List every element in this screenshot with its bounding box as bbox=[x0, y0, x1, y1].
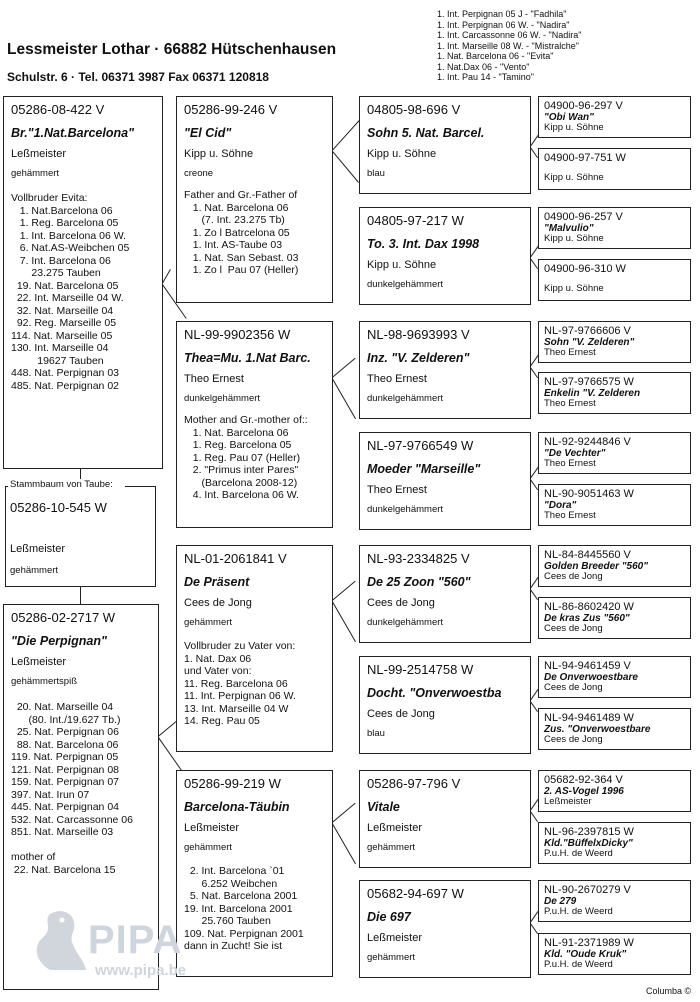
achievement-line: 1. Int. Perpignan 05 J - "Fadhila" bbox=[437, 9, 567, 19]
owner: Leßmeister bbox=[10, 543, 66, 555]
ring-number: NL-97-9766575 W bbox=[544, 376, 634, 388]
gen4-box bbox=[538, 207, 691, 249]
owner: Cees de Jong bbox=[184, 597, 252, 609]
owner: Leßmeister bbox=[544, 796, 592, 807]
ring-number: NL-90-2670279 V bbox=[544, 884, 631, 896]
gen3-box bbox=[359, 321, 531, 419]
owner: P.u.H. de Weerd bbox=[544, 848, 613, 859]
pigeon-name: Kld. "Oude Kruk" bbox=[544, 949, 627, 960]
pigeon-logo-icon bbox=[30, 908, 88, 972]
color: gehämmert bbox=[184, 617, 233, 628]
owner: Leßmeister bbox=[367, 932, 423, 944]
top-achievements bbox=[437, 9, 581, 83]
ring-number: NL-93-2334825 V bbox=[367, 551, 470, 566]
owner: Kipp u. Söhne bbox=[544, 172, 604, 183]
granddam-paternal-box bbox=[176, 321, 333, 528]
connector-line bbox=[332, 358, 356, 378]
owner: Leßmeister bbox=[367, 822, 423, 834]
pigeon-name: To. 3. Int. Dax 1998 bbox=[367, 237, 480, 251]
gen3-box bbox=[359, 545, 531, 643]
pigeon-name: De Onverwoestbare bbox=[544, 672, 638, 683]
connector-line bbox=[5, 486, 6, 586]
owner: Kipp u. Söhne bbox=[367, 148, 437, 160]
pipa-url-watermark: www.pipa.be bbox=[95, 962, 187, 979]
connector-line bbox=[332, 581, 356, 601]
color: blau bbox=[367, 728, 385, 739]
ring-number: NL-97-9766606 V bbox=[544, 325, 631, 337]
connector-line bbox=[332, 119, 361, 151]
pigeon-name: Barcelona-Täubin bbox=[184, 800, 290, 814]
achievements: Vollbruder Evita: 1. Nat.Barcelona 06 1. Reg. Barcelona 05 1. Int. Barcelona 06 W. 6. Nat.AS-Weibchen 05 7. Int. Barcelona 06 23.275 Tauben 19. Nat. Barcelona 05 22. Int. Marseille 04 W. 32. Nat. Marseille 04 92. Reg. Marseille 05 114. Nat. Marseille 05 130. Int. Marseille 04 19627 Tauben 448. Nat. Perpignan 03 485. Nat. Perpignan 02 bbox=[11, 192, 130, 392]
pigeon-name: Thea=Mu. 1.Nat Barc. bbox=[184, 351, 311, 365]
connector-line bbox=[80, 586, 81, 604]
ring-number: NL-90-9051463 W bbox=[544, 488, 634, 500]
ring-number: NL-96-2397815 W bbox=[544, 826, 634, 838]
ring-number: NL-94-9461489 W bbox=[544, 712, 634, 724]
color: creone bbox=[184, 168, 214, 179]
grandsire-maternal-box bbox=[176, 545, 333, 752]
breeder-name-line: Lessmeister Lothar · 66882 Hütschenhausen bbox=[7, 41, 337, 58]
gen4-box bbox=[538, 597, 691, 639]
owner: Theo Ernest bbox=[544, 458, 596, 469]
pigeon-name: "El Cid" bbox=[184, 126, 232, 140]
gen3-box bbox=[359, 207, 531, 305]
gen4-box bbox=[538, 933, 691, 975]
connector-line bbox=[331, 377, 356, 419]
color: dunkelgehämmert bbox=[367, 393, 444, 404]
gen4-box bbox=[538, 432, 691, 474]
owner: Leßmeister bbox=[11, 656, 67, 668]
gen4-box bbox=[538, 372, 691, 414]
owner: Cees de Jong bbox=[544, 734, 603, 745]
connector-line bbox=[158, 721, 176, 737]
ring-number: 05286-97-796 V bbox=[367, 776, 461, 791]
color: dunkelgehämmert bbox=[367, 279, 444, 290]
owner: P.u.H. de Weerd bbox=[544, 906, 613, 917]
owner: Kipp u. Söhne bbox=[184, 148, 254, 160]
gen3-box bbox=[359, 656, 531, 754]
color: dunkelgehämmert bbox=[367, 617, 444, 628]
gen4-box bbox=[538, 545, 691, 587]
owner: Cees de Jong bbox=[544, 623, 603, 634]
owner: Leßmeister bbox=[11, 148, 67, 160]
owner: Kipp u. Söhne bbox=[544, 283, 604, 294]
achievements: Vollbruder zu Vater von: 1. Nat. Dax 06 und Vater von: 11. Reg. Barcelona 06 11. Int. Perpignan 06 W. 13. Int. Marseille 04 W 14. Reg. Pau 05 bbox=[184, 640, 296, 727]
ring-number: NL-99-2514758 W bbox=[367, 662, 474, 677]
pigeon-name: Br."1.Nat.Barcelona" bbox=[11, 126, 135, 140]
pedigree-label: Stammbaum von Taube: bbox=[10, 479, 113, 490]
ring-number: 05286-02-2717 W bbox=[11, 610, 116, 625]
color: gehämmert bbox=[184, 842, 233, 853]
color: gehämmert bbox=[367, 952, 416, 963]
owner: Theo Ernest bbox=[367, 484, 427, 496]
owner: Theo Ernest bbox=[544, 398, 596, 409]
gen4-box bbox=[538, 656, 691, 698]
gen4-box bbox=[538, 822, 691, 864]
gen4-box bbox=[538, 708, 691, 750]
pigeon-name: 2. AS-Vogel 1996 bbox=[544, 786, 624, 797]
achievements: 2. Int. Barcelona `01 6.252 Weibchen 5. Nat. Barcelona 2001 19. Int. Barcelona 2001 25.760 Tauben 109. Nat. Perpignan 2001 dann in Zucht! Sie ist bbox=[184, 865, 304, 952]
owner: Kipp u. Söhne bbox=[367, 259, 437, 271]
pigeon-name: De 25 Zoon "560" bbox=[367, 575, 471, 589]
owner: P.u.H. de Weerd bbox=[544, 959, 613, 970]
owner: Cees de Jong bbox=[544, 682, 603, 693]
owner: Theo Ernest bbox=[367, 373, 427, 385]
gen3-box bbox=[359, 96, 531, 194]
achievements: 20. Nat. Marseille 04 (80. Int./19.627 Tb.) 25. Nat. Perpignan 06 88. Nat. Barcelona 06 119. Nat. Perpignan 05 121. Nat. Perpignan 08 159. Nat. Perpignan 07 397. Nat. Irun 07 445. Nat. Perpignan 04 532. Nat. Carcassonne 06 851. Nat. Marseille 03 mother of 22. Nat. Barcelona 15 bbox=[11, 701, 133, 876]
ring-number: 05286-99-219 W bbox=[184, 776, 281, 791]
ring-number: 04805-97-217 W bbox=[367, 213, 464, 228]
pigeon-name: "Dora" bbox=[544, 500, 577, 511]
gen4-box bbox=[538, 770, 691, 812]
pigeon-name: Enkelin "V. Zelderen bbox=[544, 388, 641, 399]
connector-line bbox=[5, 586, 156, 587]
gen4-box bbox=[538, 148, 691, 190]
gen3-box bbox=[359, 770, 531, 868]
gen3-box bbox=[359, 880, 531, 978]
sire-box bbox=[3, 96, 163, 469]
achievement-line: 1. Nat.Dax 06 - "Vento" bbox=[437, 61, 530, 72]
pigeon-name: De Präsent bbox=[184, 575, 250, 589]
ring-number: NL-98-9693993 V bbox=[367, 327, 470, 342]
grandsire-paternal-box bbox=[176, 96, 333, 303]
pigeon-name: "Obi Wan" bbox=[544, 112, 594, 123]
ring-number: NL-86-8602420 W bbox=[544, 601, 634, 613]
credit: Columba © bbox=[646, 986, 692, 996]
pigeon-name: "Malvulio" bbox=[544, 223, 594, 234]
ring-number: 04900-97-751 W bbox=[544, 152, 626, 164]
color: gehämmert bbox=[10, 565, 59, 576]
achievement-line: 1. Int. Carcassonne 06 W. - "Nadira" bbox=[437, 30, 582, 40]
breeder-address-line: Schulstr. 6 · Tel. 06371 3987 Fax 06371 120818 bbox=[7, 70, 269, 84]
achievement-line: 1. Int. Marseille 08 W. - "Mistralche" bbox=[437, 40, 579, 51]
ring-number: NL-94-9461459 V bbox=[544, 660, 631, 672]
pigeon-name: Sohn 5. Nat. Barcel. bbox=[367, 126, 485, 140]
color: gehämmert bbox=[11, 168, 60, 179]
achievement-line: 1. Int. Perpignan 06 W. - "Nadira" bbox=[437, 19, 570, 30]
ring-number: 05682-92-364 V bbox=[544, 774, 623, 786]
color: gehämmert bbox=[367, 842, 416, 853]
connector-line bbox=[125, 486, 156, 487]
ring-number: NL-99-9902356 W bbox=[184, 327, 291, 342]
pigeon-name: Zus. "Onverwoestbare bbox=[544, 724, 651, 735]
ring-number: 04900-96-297 V bbox=[544, 100, 623, 112]
gen3-box bbox=[359, 432, 531, 530]
ring-number: 04900-96-257 V bbox=[544, 211, 623, 223]
color: blau bbox=[367, 168, 385, 179]
granddam-maternal-box bbox=[176, 770, 333, 977]
pigeon-name: Kld."BüffelxDicky" bbox=[544, 838, 633, 849]
achievement-line: 1. Int. Pau 14 - "Tamino" bbox=[437, 72, 534, 82]
owner: Theo Ernest bbox=[184, 373, 244, 385]
connector-line bbox=[155, 486, 156, 586]
achievements: Father and Gr.-Father of 1. Nat. Barcelona 06 (7. Int. 23.275 Tb) 1. Zo l Batrcelona 05 1. Int. AS-Taube 03 1. Nat. San Sebast. 03 1. Zo l Pau 07 (Heller) bbox=[184, 189, 299, 276]
ring-number: 05286-99-246 V bbox=[184, 102, 278, 117]
color: dunkelgehämmert bbox=[184, 393, 261, 404]
ring-number: 04805-98-696 V bbox=[367, 102, 461, 117]
color: dunkelgehämmert bbox=[367, 504, 444, 515]
pigeon-name: De 279 bbox=[544, 896, 577, 907]
owner: Cees de Jong bbox=[367, 708, 435, 720]
gen4-box bbox=[538, 880, 691, 922]
owner: Theo Ernest bbox=[544, 347, 596, 358]
pigeon-name: Golden Breeder "560" bbox=[544, 561, 648, 572]
ring-number: 05682-94-697 W bbox=[367, 886, 464, 901]
gen4-box bbox=[538, 321, 691, 363]
connector-line bbox=[331, 822, 356, 864]
achievement-line: 1. Nat. Barcelona 06 - "Evita" bbox=[437, 51, 554, 61]
pigeon-name: "Die Perpignan" bbox=[11, 634, 107, 648]
connector-line bbox=[162, 269, 171, 283]
color: gehämmertspiß bbox=[11, 676, 77, 687]
pigeon-name: Sohn "V. Zelderen" bbox=[544, 337, 635, 348]
owner: Cees de Jong bbox=[367, 597, 435, 609]
connector-line bbox=[332, 803, 356, 823]
connector-line bbox=[331, 150, 359, 183]
owner: Kipp u. Söhne bbox=[544, 233, 604, 244]
pigeon-name: Docht. "Onverwoestba bbox=[367, 686, 502, 700]
pigeon-name: Die 697 bbox=[367, 910, 411, 924]
ring-number: NL-84-8445560 V bbox=[544, 549, 631, 561]
pigeon-name: Inz. "V. Zelderen" bbox=[367, 351, 470, 365]
pigeon-name: Moeder "Marseille" bbox=[367, 462, 481, 476]
connector-line bbox=[331, 600, 356, 642]
gen4-box bbox=[538, 259, 691, 301]
ring-number: NL-97-9766549 W bbox=[367, 438, 474, 453]
gen4-box bbox=[538, 96, 691, 138]
ring-number: NL-01-2061841 V bbox=[184, 551, 287, 566]
ring-number: 05286-08-422 V bbox=[11, 102, 105, 117]
owner: Leßmeister bbox=[184, 822, 240, 834]
ring-number: 05286-10-545 W bbox=[10, 500, 107, 515]
owner: Cees de Jong bbox=[544, 571, 603, 582]
gen4-box bbox=[538, 484, 691, 526]
pipa-watermark: PIPA bbox=[88, 918, 183, 962]
ring-number: NL-91-2371989 W bbox=[544, 937, 634, 949]
owner: Theo Ernest bbox=[544, 510, 596, 521]
subject-pigeon bbox=[10, 500, 107, 576]
pigeon-name: "De Vechter" bbox=[544, 448, 606, 459]
pigeon-name: Vitale bbox=[367, 800, 400, 814]
pigeon-name: De kras Zus "560" bbox=[544, 613, 630, 624]
owner: Kipp u. Söhne bbox=[544, 122, 604, 133]
ring-number: NL-92-9244846 V bbox=[544, 436, 631, 448]
achievements: Mother and Gr.-mother of:: 1. Nat. Barcelona 06 1. Reg. Barcelona 05 1. Reg. Pau 07 (Heller) 2. "Primus inter Pares" (Barcelona 2008-12) 4. Int. Barcelona 06 W. bbox=[184, 414, 308, 501]
ring-number: 04900-96-310 W bbox=[544, 263, 626, 275]
